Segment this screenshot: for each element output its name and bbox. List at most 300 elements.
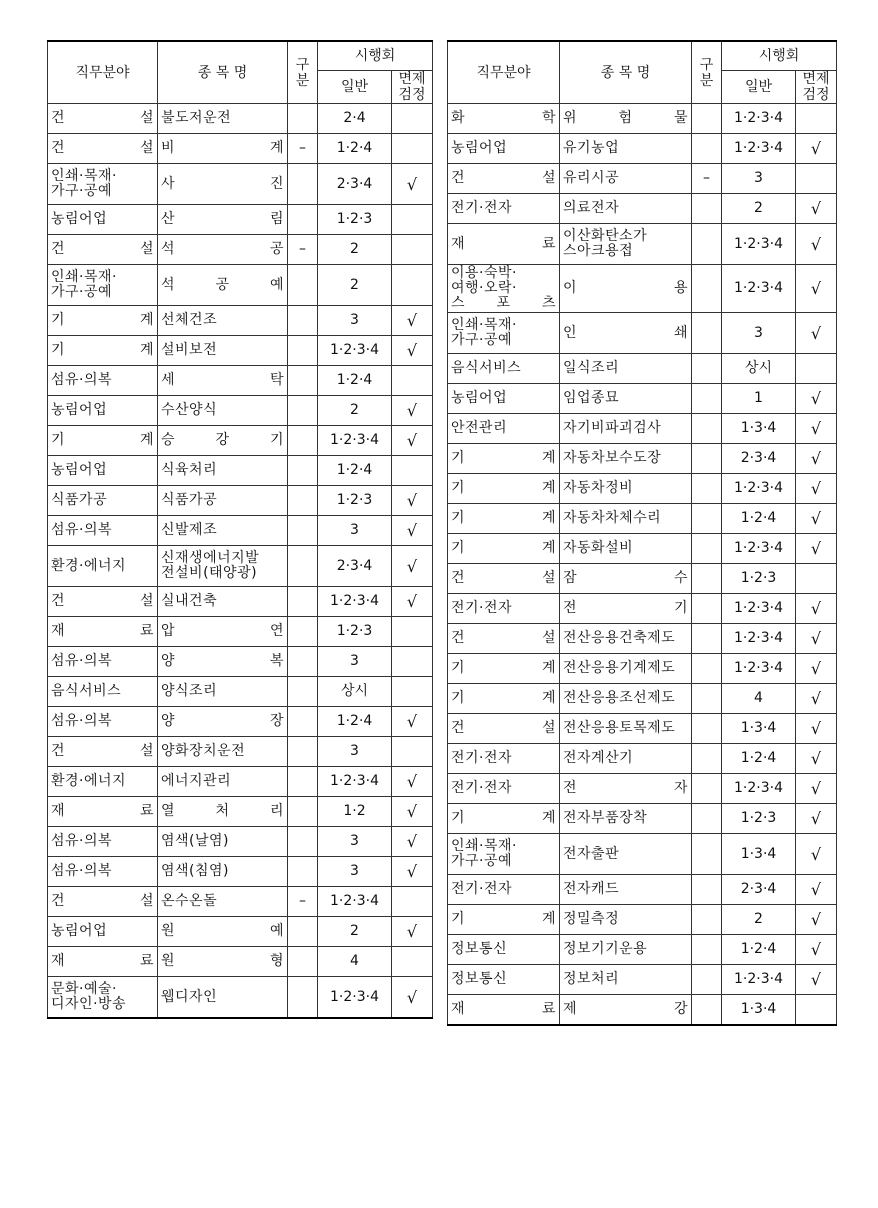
exempt-cell: √ [796,194,837,224]
table-row [448,414,837,444]
table-row [448,905,837,935]
division-cell: – [692,164,722,194]
exempt-cell: √ [392,396,433,426]
exempt-cell: √ [796,965,837,995]
item-cell: 세 탁 [158,366,288,396]
item-cell: 양화장치운전 [158,737,288,767]
exempt-cell: √ [392,486,433,516]
division-cell [288,767,318,797]
item-cell: 웹디자인 [158,977,288,1019]
division-cell [692,905,722,935]
field-cell: 식품가공 [48,486,158,516]
exempt-cell: √ [392,546,433,587]
general-round-cell: 2 [318,235,392,265]
table-row [48,516,433,546]
division-cell [692,414,722,444]
field-cell: 기 계 [48,306,158,336]
item-cell: 식육처리 [158,456,288,486]
general-round-cell: 1·2·3·4 [318,587,392,617]
item-cell: 유리시공 [560,164,692,194]
table-row [448,265,837,313]
division-cell [288,737,318,767]
division-cell: – [288,235,318,265]
field-cell: 화 학 [448,104,560,134]
exempt-cell: √ [796,224,837,265]
field-cell: 기 계 [48,336,158,366]
field-cell: 전기·전자 [448,875,560,905]
division-cell [692,474,722,504]
item-cell: 이 용 [560,265,692,313]
exempt-cell: √ [392,977,433,1019]
exempt-cell: √ [796,774,837,804]
field-cell: 이용·숙박· 여행·오락· 스 포 츠 [448,265,560,313]
item-cell: 전산응용건축제도 [560,624,692,654]
exempt-cell: √ [392,797,433,827]
division-cell [288,857,318,887]
field-cell: 환경·에너지 [48,546,158,587]
table-row [448,564,837,594]
division-cell [288,265,318,306]
general-round-cell: 1·3·4 [722,834,796,875]
general-round-cell: 1·2·3 [722,804,796,834]
general-round-cell: 1·2·4 [318,456,392,486]
exempt-cell: √ [796,875,837,905]
general-round-cell: 1·2·4 [318,366,392,396]
field-cell: 건 설 [48,104,158,134]
field-cell: 농림어업 [448,384,560,414]
division-cell [692,224,722,265]
table-row [48,235,433,265]
division-cell [288,336,318,366]
general-round-cell: 2·3·4 [318,546,392,587]
general-round-cell: 3 [318,516,392,546]
field-cell: 문화·예술· 디자인·방송 [48,977,158,1019]
exempt-cell: √ [796,684,837,714]
general-round-cell: 1·2·4 [318,707,392,737]
general-round-cell: 1·2 [318,797,392,827]
division-cell [692,134,722,164]
division-cell [288,617,318,647]
right-table [447,40,837,1026]
exempt-cell [796,104,837,134]
header-exempt: 면제 검정 [392,71,433,104]
exempt-cell [392,887,433,917]
exempt-cell: √ [796,594,837,624]
exempt-cell [392,617,433,647]
header-general: 일반 [722,71,796,104]
division-cell [288,164,318,205]
left-table-body [48,104,433,1019]
field-cell: 섬유·의복 [48,857,158,887]
general-round-cell: 2·4 [318,104,392,134]
header-item: 종 목 명 [560,41,692,104]
field-cell: 기 계 [448,804,560,834]
exempt-cell: √ [392,306,433,336]
table-row [448,104,837,134]
item-cell: 열 처 리 [158,797,288,827]
division-cell [692,504,722,534]
item-cell: 온수온돌 [158,887,288,917]
division-cell [692,714,722,744]
header-field: 직무분야 [448,41,560,104]
table-row [48,677,433,707]
exempt-cell: √ [796,265,837,313]
exempt-cell: √ [796,804,837,834]
table-row [448,164,837,194]
field-cell: 건 설 [48,134,158,164]
exempt-cell: √ [796,834,837,875]
division-cell [692,313,722,354]
exempt-cell [392,947,433,977]
division-cell [692,875,722,905]
table-row [448,684,837,714]
general-round-cell: 3 [722,313,796,354]
field-cell: 기 계 [448,654,560,684]
table-row [448,744,837,774]
item-cell: 전자캐드 [560,875,692,905]
item-cell: 잠 수 [560,564,692,594]
exempt-cell: √ [796,444,837,474]
field-cell: 전기·전자 [448,594,560,624]
table-row [448,313,837,354]
division-cell [692,444,722,474]
table-row [48,767,433,797]
table-row [448,774,837,804]
item-cell: 원 예 [158,917,288,947]
item-cell: 일식조리 [560,354,692,384]
table-row [48,336,433,366]
general-round-cell: 1·2·3·4 [318,977,392,1019]
item-cell: 신발제조 [158,516,288,546]
table-row [448,474,837,504]
exempt-cell [796,564,837,594]
field-cell: 전기·전자 [448,774,560,804]
exempt-cell [392,134,433,164]
item-cell: 제 강 [560,995,692,1026]
item-cell: 자기비파괴검사 [560,414,692,444]
general-round-cell: 1 [722,384,796,414]
general-round-cell: 1·2·3 [318,486,392,516]
header-field: 직무분야 [48,41,158,104]
field-cell: 섬유·의복 [48,647,158,677]
field-cell: 재 료 [448,224,560,265]
item-cell: 양 장 [158,707,288,737]
division-cell [288,366,318,396]
table-row [48,396,433,426]
general-round-cell: 1·2·3·4 [318,767,392,797]
item-cell: 염색(날염) [158,827,288,857]
general-round-cell: 1·2·3·4 [722,965,796,995]
general-round-cell: 1·2·3·4 [722,104,796,134]
general-round-cell: 1·2·3·4 [722,474,796,504]
general-round-cell: 3 [722,164,796,194]
field-cell: 건 설 [48,737,158,767]
division-cell [288,677,318,707]
division-cell [692,594,722,624]
exempt-cell: √ [796,905,837,935]
field-cell: 농림어업 [48,396,158,426]
item-cell: 양 복 [158,647,288,677]
item-cell: 전자출판 [560,834,692,875]
field-cell: 섬유·의복 [48,516,158,546]
division-cell [692,564,722,594]
field-cell: 정보통신 [448,965,560,995]
general-round-cell: 2 [722,194,796,224]
field-cell: 기 계 [448,534,560,564]
division-cell [288,516,318,546]
field-cell: 농림어업 [48,456,158,486]
table-row [48,617,433,647]
exempt-cell [392,456,433,486]
field-cell: 기 계 [448,504,560,534]
item-cell: 양식조리 [158,677,288,707]
exempt-cell: √ [796,534,837,564]
field-cell: 섬유·의복 [48,827,158,857]
division-cell [692,104,722,134]
exempt-cell [796,354,837,384]
item-cell: 전 자 [560,774,692,804]
item-cell: 자동차정비 [560,474,692,504]
table-row [48,366,433,396]
general-round-cell: 1·2·3·4 [722,654,796,684]
table-row [48,827,433,857]
item-cell: 압 연 [158,617,288,647]
field-cell: 건 설 [48,587,158,617]
item-cell: 석 공 예 [158,265,288,306]
field-cell: 농림어업 [48,917,158,947]
exempt-cell: √ [392,336,433,366]
division-cell [692,744,722,774]
field-cell: 전기·전자 [448,744,560,774]
item-cell: 신재생에너지발 전설비(태양광) [158,546,288,587]
item-cell: 사 진 [158,164,288,205]
general-round-cell: 1·2·4 [722,744,796,774]
field-cell: 안전관리 [448,414,560,444]
item-cell: 이산화탄소가 스아크용접 [560,224,692,265]
field-cell: 기 계 [448,905,560,935]
item-cell: 수산양식 [158,396,288,426]
exempt-cell: √ [392,516,433,546]
exempt-cell: √ [392,767,433,797]
general-round-cell: 1·2·4 [722,935,796,965]
table-row [48,104,433,134]
field-cell: 인쇄·목재· 가구·공예 [448,313,560,354]
item-cell: 전자부품장착 [560,804,692,834]
general-round-cell: 2 [722,905,796,935]
item-cell: 식품가공 [158,486,288,516]
exempt-cell: √ [796,313,837,354]
general-round-cell: 2·3·4 [318,164,392,205]
general-round-cell: 1·2·3·4 [722,224,796,265]
division-cell [692,995,722,1026]
general-round-cell: 2 [318,265,392,306]
field-cell: 인쇄·목재· 가구·공예 [448,834,560,875]
item-cell: 의료전자 [560,194,692,224]
exempt-cell: √ [796,504,837,534]
table-row [448,624,837,654]
general-round-cell: 1·2·3 [722,564,796,594]
field-cell: 정보통신 [448,935,560,965]
table-row [448,714,837,744]
field-cell: 기 계 [448,684,560,714]
item-cell: 불도저운전 [158,104,288,134]
exempt-cell: √ [392,164,433,205]
division-cell [288,396,318,426]
division-cell: – [288,887,318,917]
table-row [448,834,837,875]
exempt-cell: √ [796,384,837,414]
exempt-cell: √ [392,426,433,456]
field-cell: 음식서비스 [48,677,158,707]
table-row [448,194,837,224]
general-round-cell: 1·2·3·4 [722,594,796,624]
table-row [48,587,433,617]
field-cell: 건 설 [448,714,560,744]
exempt-cell [392,677,433,707]
item-cell: 원 형 [158,947,288,977]
item-cell: 유기농업 [560,134,692,164]
table-row [448,444,837,474]
field-cell: 인쇄·목재· 가구·공예 [48,164,158,205]
field-cell: 재 료 [48,617,158,647]
division-cell [692,194,722,224]
general-round-cell: 3 [318,827,392,857]
item-cell: 염색(침염) [158,857,288,887]
exempt-cell: √ [796,134,837,164]
item-cell: 정보처리 [560,965,692,995]
division-cell [288,456,318,486]
item-cell: 자동화설비 [560,534,692,564]
field-cell: 섬유·의복 [48,707,158,737]
item-cell: 전산응용조선제도 [560,684,692,714]
general-round-cell: 1·2·3·4 [722,624,796,654]
general-round-cell: 4 [722,684,796,714]
exempt-cell [796,995,837,1026]
exempt-cell: √ [392,857,433,887]
item-cell: 전 기 [560,594,692,624]
exempt-cell [392,205,433,235]
exempt-cell: √ [796,474,837,504]
table-row [48,486,433,516]
header-general: 일반 [318,71,392,104]
exempt-cell [392,104,433,134]
field-cell: 재 료 [48,797,158,827]
general-round-cell: 1·3·4 [722,414,796,444]
header-item: 종 목 명 [158,41,288,104]
header-exam-round: 시행회 [318,41,433,71]
table-row [448,534,837,564]
table-row [448,594,837,624]
division-cell [288,917,318,947]
header-exempt: 면제 검정 [796,71,837,104]
item-cell: 석 공 [158,235,288,265]
item-cell: 설비보전 [158,336,288,366]
header-exam-round: 시행회 [722,41,837,71]
division-cell [288,977,318,1019]
general-round-cell: 1·2·3·4 [722,134,796,164]
division-cell [692,354,722,384]
general-round-cell: 1·2·4 [318,134,392,164]
general-round-cell: 2·3·4 [722,444,796,474]
exempt-cell: √ [392,707,433,737]
field-cell: 재 료 [48,947,158,977]
item-cell: 전자계산기 [560,744,692,774]
table-row [448,804,837,834]
division-cell [288,546,318,587]
table-row [48,647,433,677]
exempt-cell: √ [392,917,433,947]
item-cell: 인 쇄 [560,313,692,354]
field-cell: 농림어업 [448,134,560,164]
item-cell: 실내건축 [158,587,288,617]
field-cell: 인쇄·목재· 가구·공예 [48,265,158,306]
table-row [48,164,433,205]
table-row [48,546,433,587]
general-round-cell: 1·2·3 [318,205,392,235]
exempt-cell: √ [796,744,837,774]
field-cell: 섬유·의복 [48,366,158,396]
field-cell: 건 설 [448,564,560,594]
exempt-cell: √ [796,714,837,744]
division-cell [692,654,722,684]
division-cell: – [288,134,318,164]
general-round-cell: 3 [318,737,392,767]
table-row [448,224,837,265]
table-row [448,995,837,1026]
table-row [448,354,837,384]
division-cell [692,684,722,714]
general-round-cell: 1·2·3·4 [722,534,796,564]
field-cell: 재 료 [448,995,560,1026]
table-row [448,384,837,414]
table-row [48,947,433,977]
table-row [448,654,837,684]
exempt-cell [796,164,837,194]
field-cell: 기 계 [448,444,560,474]
exempt-cell [392,366,433,396]
table-row [448,965,837,995]
general-round-cell: 1·2·3·4 [318,336,392,366]
field-cell: 건 설 [448,164,560,194]
right-table-body [448,104,837,1026]
general-round-cell: 1·2·3·4 [318,887,392,917]
field-cell: 기 계 [48,426,158,456]
item-cell: 선체건조 [158,306,288,336]
general-round-cell: 1·2·3·4 [318,426,392,456]
table-row [48,917,433,947]
table-row [48,857,433,887]
table-row [48,737,433,767]
field-cell: 농림어업 [48,205,158,235]
item-cell: 산 림 [158,205,288,235]
division-cell [288,797,318,827]
exempt-cell: √ [392,587,433,617]
general-round-cell: 1·2·3·4 [722,774,796,804]
general-round-cell: 1·2·4 [722,504,796,534]
general-round-cell: 2 [318,917,392,947]
division-cell [288,947,318,977]
item-cell: 정보기기운용 [560,935,692,965]
table-row [48,205,433,235]
exempt-cell: √ [796,654,837,684]
exempt-cell: √ [392,827,433,857]
field-cell: 전기·전자 [448,194,560,224]
field-cell: 건 설 [48,887,158,917]
item-cell: 자동차차체수리 [560,504,692,534]
item-cell: 자동차보수도장 [560,444,692,474]
table-row [448,875,837,905]
table-row [48,977,433,1019]
